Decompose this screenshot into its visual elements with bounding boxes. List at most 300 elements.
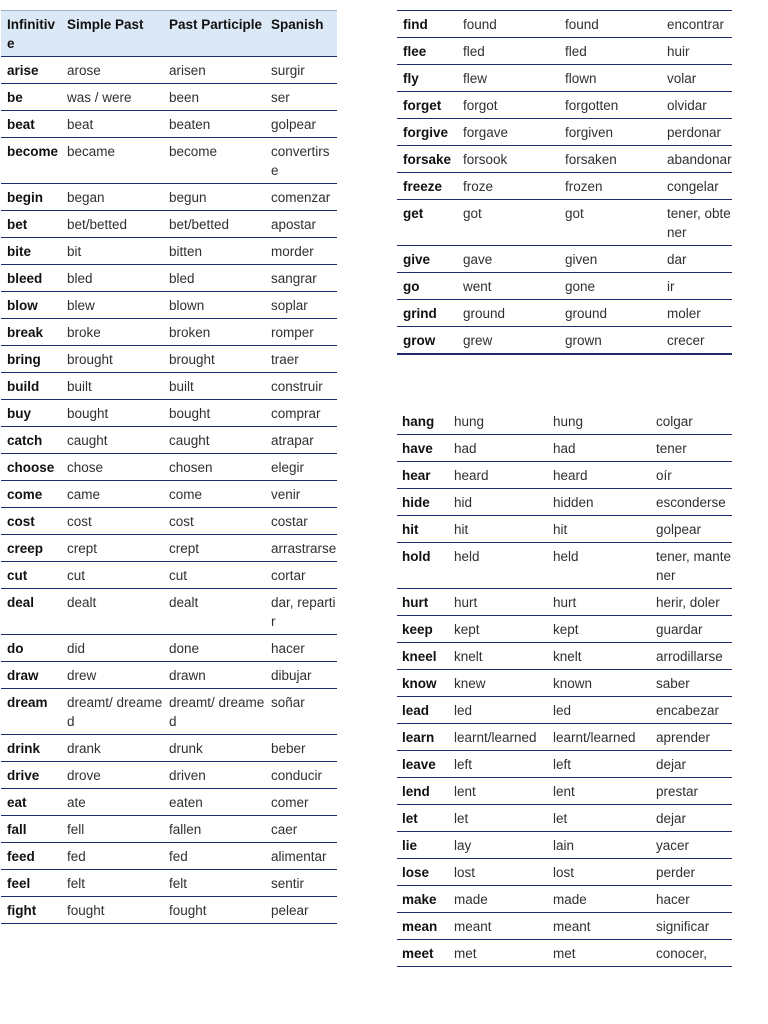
cell-infinitive: flee — [403, 44, 427, 59]
cell-spanish: oír — [656, 468, 672, 483]
cell-spanish: arrastrarse — [271, 541, 337, 556]
cell-past-participle: ground — [565, 306, 608, 321]
cell-infinitive: bring — [7, 352, 41, 367]
cell-spanish: conducir — [271, 768, 323, 783]
cell-past-participle: learnt/learned — [553, 730, 636, 745]
cell-past-participle: knelt — [553, 649, 582, 664]
cell-past-participle: hung — [553, 414, 584, 429]
cell-spanish: dejar — [656, 757, 687, 772]
cell-simple-past: lay — [454, 838, 472, 853]
cell-infinitive: fight — [7, 903, 37, 918]
cell-infinitive: creep — [7, 541, 44, 556]
cell-infinitive: forsake — [403, 152, 452, 167]
cell-simple-past: meant — [454, 919, 492, 934]
table-row — [397, 11, 732, 38]
cell-spanish: sentir — [271, 876, 305, 891]
cell-simple-past: caught — [67, 433, 108, 448]
cell-simple-past: bought — [67, 406, 109, 421]
cell-past-participle: forgotten — [565, 98, 619, 113]
cell-infinitive: find — [403, 17, 428, 32]
cell-simple-past: learnt/learned — [454, 730, 537, 745]
cell-past-participle: crept — [169, 541, 200, 556]
cell-spanish: hacer — [656, 892, 690, 907]
cell-infinitive: let — [402, 811, 418, 826]
cell-infinitive: grow — [403, 333, 436, 348]
table-row — [397, 724, 732, 751]
cell-simple-past: hurt — [454, 595, 478, 610]
verb-table-right-top — [397, 10, 732, 355]
table-row — [1, 508, 337, 535]
cell-infinitive: buy — [7, 406, 32, 421]
table-row — [397, 697, 732, 724]
table-row — [1, 816, 337, 843]
cell-simple-past: drank — [67, 741, 101, 756]
cell-past-participle: known — [553, 676, 593, 691]
cell-infinitive: give — [403, 252, 431, 267]
cell-past-participle: begun — [169, 190, 207, 205]
table-row — [397, 859, 732, 886]
cell-simple-past: had — [454, 441, 477, 456]
cell-spanish: dar, repartir — [271, 595, 336, 629]
cell-infinitive: grind — [403, 306, 437, 321]
cell-simple-past: led — [454, 703, 473, 718]
table-row — [1, 897, 337, 924]
cell-past-participle: broken — [169, 325, 211, 340]
cell-infinitive: begin — [7, 190, 43, 205]
cell-simple-past: bet/betted — [67, 217, 128, 232]
table-row — [397, 462, 732, 489]
cell-past-participle: led — [553, 703, 572, 718]
cell-simple-past: grew — [463, 333, 493, 348]
cell-past-participle: lost — [553, 865, 575, 880]
cell-spanish: prestar — [656, 784, 699, 799]
cell-spanish: traer — [271, 352, 299, 367]
cell-infinitive: be — [7, 90, 23, 105]
table-row — [1, 84, 337, 111]
cell-past-participle: gone — [565, 279, 596, 294]
cell-simple-past: brought — [67, 352, 113, 367]
cell-past-participle: built — [169, 379, 194, 394]
cell-past-participle: hidden — [553, 495, 594, 510]
cell-past-participle: held — [553, 549, 579, 564]
table-row — [397, 751, 732, 778]
cell-past-participle: drawn — [169, 668, 206, 683]
cell-simple-past: dreamt/ dreamed — [67, 695, 163, 729]
table-row — [1, 400, 337, 427]
cell-spanish: huir — [667, 44, 690, 59]
cell-infinitive: lose — [402, 865, 430, 880]
cell-past-participle: bled — [169, 271, 195, 286]
cell-infinitive: get — [403, 206, 424, 221]
table-row — [1, 184, 337, 211]
cell-spanish: encontrar — [667, 17, 725, 32]
cell-infinitive: lie — [402, 838, 418, 853]
cell-infinitive: feed — [7, 849, 35, 864]
cell-simple-past: gave — [463, 252, 493, 267]
cell-spanish: conocer, — [656, 946, 708, 961]
cell-infinitive: become — [7, 144, 59, 159]
table-row — [397, 146, 732, 173]
cell-infinitive: hide — [402, 495, 430, 510]
cell-simple-past: lent — [454, 784, 476, 799]
table-row — [397, 516, 732, 543]
cell-past-participle: bitten — [169, 244, 203, 259]
cell-infinitive: deal — [7, 595, 35, 610]
cell-spanish: alimentar — [271, 849, 327, 864]
cell-simple-past: blew — [67, 298, 95, 313]
cell-simple-past: lost — [454, 865, 476, 880]
cell-past-participle: met — [553, 946, 576, 961]
cell-simple-past: became — [67, 144, 116, 159]
cell-simple-past: felt — [67, 876, 86, 891]
cell-spanish: tener — [656, 441, 687, 456]
table-row — [397, 92, 732, 119]
table-row — [397, 670, 732, 697]
cell-infinitive: cost — [7, 514, 35, 529]
cell-spanish: herir, doler — [656, 595, 720, 610]
cell-infinitive: blow — [7, 298, 38, 313]
cell-simple-past: drove — [67, 768, 101, 783]
table-row — [397, 616, 732, 643]
cell-past-participle: drunk — [169, 741, 203, 756]
cell-infinitive: hit — [402, 522, 419, 537]
cell-past-participle: felt — [169, 876, 188, 891]
table-row — [397, 65, 732, 92]
table-row — [397, 246, 732, 273]
cell-past-participle: kept — [553, 622, 579, 637]
cell-simple-past: arose — [67, 63, 101, 78]
cell-simple-past: hid — [454, 495, 473, 510]
cell-past-participle: fled — [565, 44, 587, 59]
cell-past-participle: frozen — [565, 179, 603, 194]
cell-simple-past: made — [454, 892, 488, 907]
cell-past-participle: cut — [169, 568, 188, 583]
cell-spanish: comprar — [271, 406, 321, 421]
table-row — [1, 373, 337, 400]
cell-infinitive: forgive — [403, 125, 449, 140]
cell-simple-past: fled — [463, 44, 485, 59]
cell-past-participle: arisen — [169, 63, 206, 78]
cell-spanish: dar — [667, 252, 687, 267]
cell-simple-past: ground — [463, 306, 506, 321]
cell-simple-past: got — [463, 206, 482, 221]
table-row — [397, 913, 732, 940]
cell-spanish: volar — [667, 71, 697, 86]
cell-spanish: soñar — [271, 695, 305, 710]
cell-past-participle: let — [553, 811, 568, 826]
cell-past-participle: come — [169, 487, 203, 502]
cell-simple-past: knelt — [454, 649, 483, 664]
table-row — [1, 689, 337, 735]
cell-infinitive: fall — [7, 822, 27, 837]
cell-spanish: golpear — [271, 117, 317, 132]
cell-infinitive: arise — [7, 63, 39, 78]
cell-infinitive: make — [402, 892, 437, 907]
header-infinitive: Infinitive — [7, 17, 55, 51]
cell-spanish: atrapar — [271, 433, 314, 448]
cell-spanish: olvidar — [667, 98, 707, 113]
cell-simple-past: met — [454, 946, 477, 961]
cell-infinitive: mean — [402, 919, 438, 934]
cell-spanish: moler — [667, 306, 701, 321]
cell-spanish: abandonar — [667, 152, 732, 167]
cell-simple-past: went — [463, 279, 492, 294]
cell-infinitive: beat — [7, 117, 35, 132]
table-row — [1, 843, 337, 870]
table-row — [1, 870, 337, 897]
table-row — [397, 543, 732, 589]
table-row — [397, 327, 732, 355]
cell-simple-past: fought — [67, 903, 105, 918]
cell-spanish: encabezar — [656, 703, 720, 718]
cell-past-participle: brought — [169, 352, 215, 367]
cell-spanish: dejar — [656, 811, 687, 826]
cell-infinitive: forget — [403, 98, 442, 113]
cell-simple-past: began — [67, 190, 105, 205]
cell-spanish: aprender — [656, 730, 711, 745]
cell-infinitive: hang — [402, 414, 435, 429]
cell-simple-past: fell — [67, 822, 85, 837]
table-row — [397, 643, 732, 670]
cell-past-participle: forgiven — [565, 125, 614, 140]
cell-infinitive: keep — [402, 622, 433, 637]
cell-past-participle: flown — [565, 71, 597, 86]
cell-spanish: perdonar — [667, 125, 722, 140]
cell-simple-past: kept — [454, 622, 480, 637]
cell-infinitive: bite — [7, 244, 32, 259]
cell-infinitive: meet — [402, 946, 434, 961]
table-row — [397, 200, 732, 246]
cell-infinitive: break — [7, 325, 44, 340]
cell-infinitive: do — [7, 641, 24, 656]
cell-spanish: dibujar — [271, 668, 312, 683]
table-row — [1, 292, 337, 319]
cell-infinitive: feel — [7, 876, 31, 891]
cell-infinitive: bet — [7, 217, 28, 232]
cell-infinitive: hurt — [402, 595, 429, 610]
cell-infinitive: eat — [7, 795, 27, 810]
table-row — [1, 535, 337, 562]
table-row — [1, 635, 337, 662]
cell-simple-past: froze — [463, 179, 494, 194]
cell-spanish: costar — [271, 514, 308, 529]
cell-spanish: hacer — [271, 641, 305, 656]
cell-past-participle: found — [565, 17, 599, 32]
cell-infinitive: leave — [402, 757, 436, 772]
table-row — [397, 832, 732, 859]
table-row — [397, 435, 732, 462]
cell-infinitive: choose — [7, 460, 55, 475]
table-row — [397, 805, 732, 832]
cell-past-participle: beaten — [169, 117, 211, 132]
cell-simple-past: let — [454, 811, 469, 826]
cell-simple-past: built — [67, 379, 92, 394]
cell-infinitive: lend — [402, 784, 430, 799]
table-row — [1, 562, 337, 589]
cell-spanish: crecer — [667, 333, 705, 348]
cell-infinitive: freeze — [403, 179, 443, 194]
cell-spanish: elegir — [271, 460, 305, 475]
cell-past-participle: dealt — [169, 595, 199, 610]
table-row — [1, 111, 337, 138]
header-simple-past: Simple Past — [67, 17, 144, 32]
table-row — [397, 886, 732, 913]
cell-simple-past: was / were — [67, 90, 132, 105]
table-row — [1, 662, 337, 689]
cell-spanish: congelar — [667, 179, 719, 194]
cell-past-participle: grown — [565, 333, 602, 348]
verb-table-right-bottom — [397, 408, 732, 967]
cell-simple-past: bit — [67, 244, 82, 259]
cell-simple-past: knew — [454, 676, 486, 691]
cell-simple-past: forsook — [463, 152, 508, 167]
cell-spanish: caer — [271, 822, 298, 837]
cell-spanish: guardar — [656, 622, 703, 637]
cell-simple-past: ate — [67, 795, 86, 810]
table-row — [397, 300, 732, 327]
cell-spanish: ser — [271, 90, 290, 105]
cell-past-participle: bet/betted — [169, 217, 230, 232]
cell-spanish: comer — [271, 795, 309, 810]
cell-spanish: construir — [271, 379, 323, 394]
cell-simple-past: did — [67, 641, 86, 656]
table-row — [397, 38, 732, 65]
cell-simple-past: left — [454, 757, 473, 772]
cell-past-participle: fed — [169, 849, 188, 864]
cell-simple-past: came — [67, 487, 101, 502]
cell-infinitive: hear — [402, 468, 431, 483]
cell-past-participle: fought — [169, 903, 207, 918]
cell-infinitive: fly — [403, 71, 419, 86]
cell-simple-past: found — [463, 17, 497, 32]
table-row — [397, 119, 732, 146]
cell-past-participle: left — [553, 757, 572, 772]
cell-simple-past: crept — [67, 541, 98, 556]
cell-simple-past: cut — [67, 568, 86, 583]
cell-spanish: significar — [656, 919, 710, 934]
cell-simple-past: flew — [463, 71, 488, 86]
cell-past-participle: chosen — [169, 460, 213, 475]
cell-simple-past: dealt — [67, 595, 97, 610]
cell-spanish: pelear — [271, 903, 309, 918]
table-row — [1, 346, 337, 373]
cell-past-participle: lain — [553, 838, 575, 853]
cell-infinitive: cut — [7, 568, 28, 583]
cell-past-participle: caught — [169, 433, 210, 448]
table-row — [1, 789, 337, 816]
cell-past-participle: hurt — [553, 595, 577, 610]
table-row — [1, 238, 337, 265]
cell-spanish: tener, mantener — [656, 549, 732, 583]
verb-table-left — [1, 10, 337, 924]
cell-simple-past: beat — [67, 117, 94, 132]
cell-infinitive: drive — [7, 768, 40, 783]
cell-simple-past: fed — [67, 849, 86, 864]
table-row — [397, 940, 732, 967]
cell-past-participle: done — [169, 641, 200, 656]
header-spanish: Spanish — [271, 17, 324, 32]
cell-infinitive: draw — [7, 668, 39, 683]
cell-past-participle: lent — [553, 784, 575, 799]
cell-simple-past: heard — [454, 468, 489, 483]
table-row — [1, 454, 337, 481]
cell-spanish: morder — [271, 244, 314, 259]
cell-spanish: comenzar — [271, 190, 331, 205]
cell-past-participle: made — [553, 892, 587, 907]
cell-spanish: soplar — [271, 298, 308, 313]
cell-spanish: surgir — [271, 63, 305, 78]
cell-past-participle: blown — [169, 298, 205, 313]
cell-spanish: beber — [271, 741, 306, 756]
table-row — [397, 273, 732, 300]
cell-past-participle: meant — [553, 919, 591, 934]
table-row — [397, 173, 732, 200]
cell-infinitive: have — [402, 441, 433, 456]
table-row — [1, 265, 337, 292]
table-row — [1, 211, 337, 238]
cell-spanish: ir — [667, 279, 675, 294]
table-row — [1, 138, 337, 184]
table-row — [1, 481, 337, 508]
cell-infinitive: dream — [7, 695, 48, 710]
table-row — [1, 735, 337, 762]
cell-past-participle: driven — [169, 768, 206, 783]
cell-spanish: golpear — [656, 522, 702, 537]
table-row — [397, 778, 732, 805]
table-row — [1, 762, 337, 789]
cell-infinitive: catch — [7, 433, 43, 448]
cell-past-participle: dreamt/ dreamed — [169, 695, 265, 729]
cell-past-participle: heard — [553, 468, 588, 483]
cell-spanish: perder — [656, 865, 696, 880]
table-row — [1, 57, 337, 84]
cell-spanish: romper — [271, 325, 314, 340]
header-past-participle: Past Participle — [169, 17, 263, 32]
cell-simple-past: drew — [67, 668, 97, 683]
cell-past-participle: become — [169, 144, 218, 159]
cell-simple-past: hit — [454, 522, 469, 537]
table-row — [397, 408, 732, 435]
cell-past-participle: cost — [169, 514, 194, 529]
cell-past-participle: been — [169, 90, 200, 105]
cell-simple-past: chose — [67, 460, 104, 475]
table-row — [1, 427, 337, 454]
cell-simple-past: broke — [67, 325, 101, 340]
cell-past-participle: given — [565, 252, 598, 267]
cell-past-participle: had — [553, 441, 576, 456]
cell-infinitive: hold — [402, 549, 431, 564]
cell-infinitive: drink — [7, 741, 41, 756]
cell-spanish: tener, obtener — [667, 206, 731, 240]
table-row — [397, 489, 732, 516]
cell-past-participle: eaten — [169, 795, 203, 810]
cell-infinitive: learn — [402, 730, 435, 745]
cell-spanish: colgar — [656, 414, 693, 429]
cell-simple-past: forgot — [463, 98, 498, 113]
cell-spanish: arrodillarse — [656, 649, 723, 664]
cell-past-participle: fallen — [169, 822, 202, 837]
cell-infinitive: lead — [402, 703, 430, 718]
cell-spanish: sangrar — [271, 271, 317, 286]
table-header-row — [1, 11, 337, 57]
cell-simple-past: bled — [67, 271, 93, 286]
cell-infinitive: build — [7, 379, 40, 394]
cell-spanish: cortar — [271, 568, 306, 583]
cell-spanish: apostar — [271, 217, 317, 232]
cell-simple-past: cost — [67, 514, 92, 529]
cell-spanish: saber — [656, 676, 690, 691]
cell-infinitive: go — [403, 279, 420, 294]
